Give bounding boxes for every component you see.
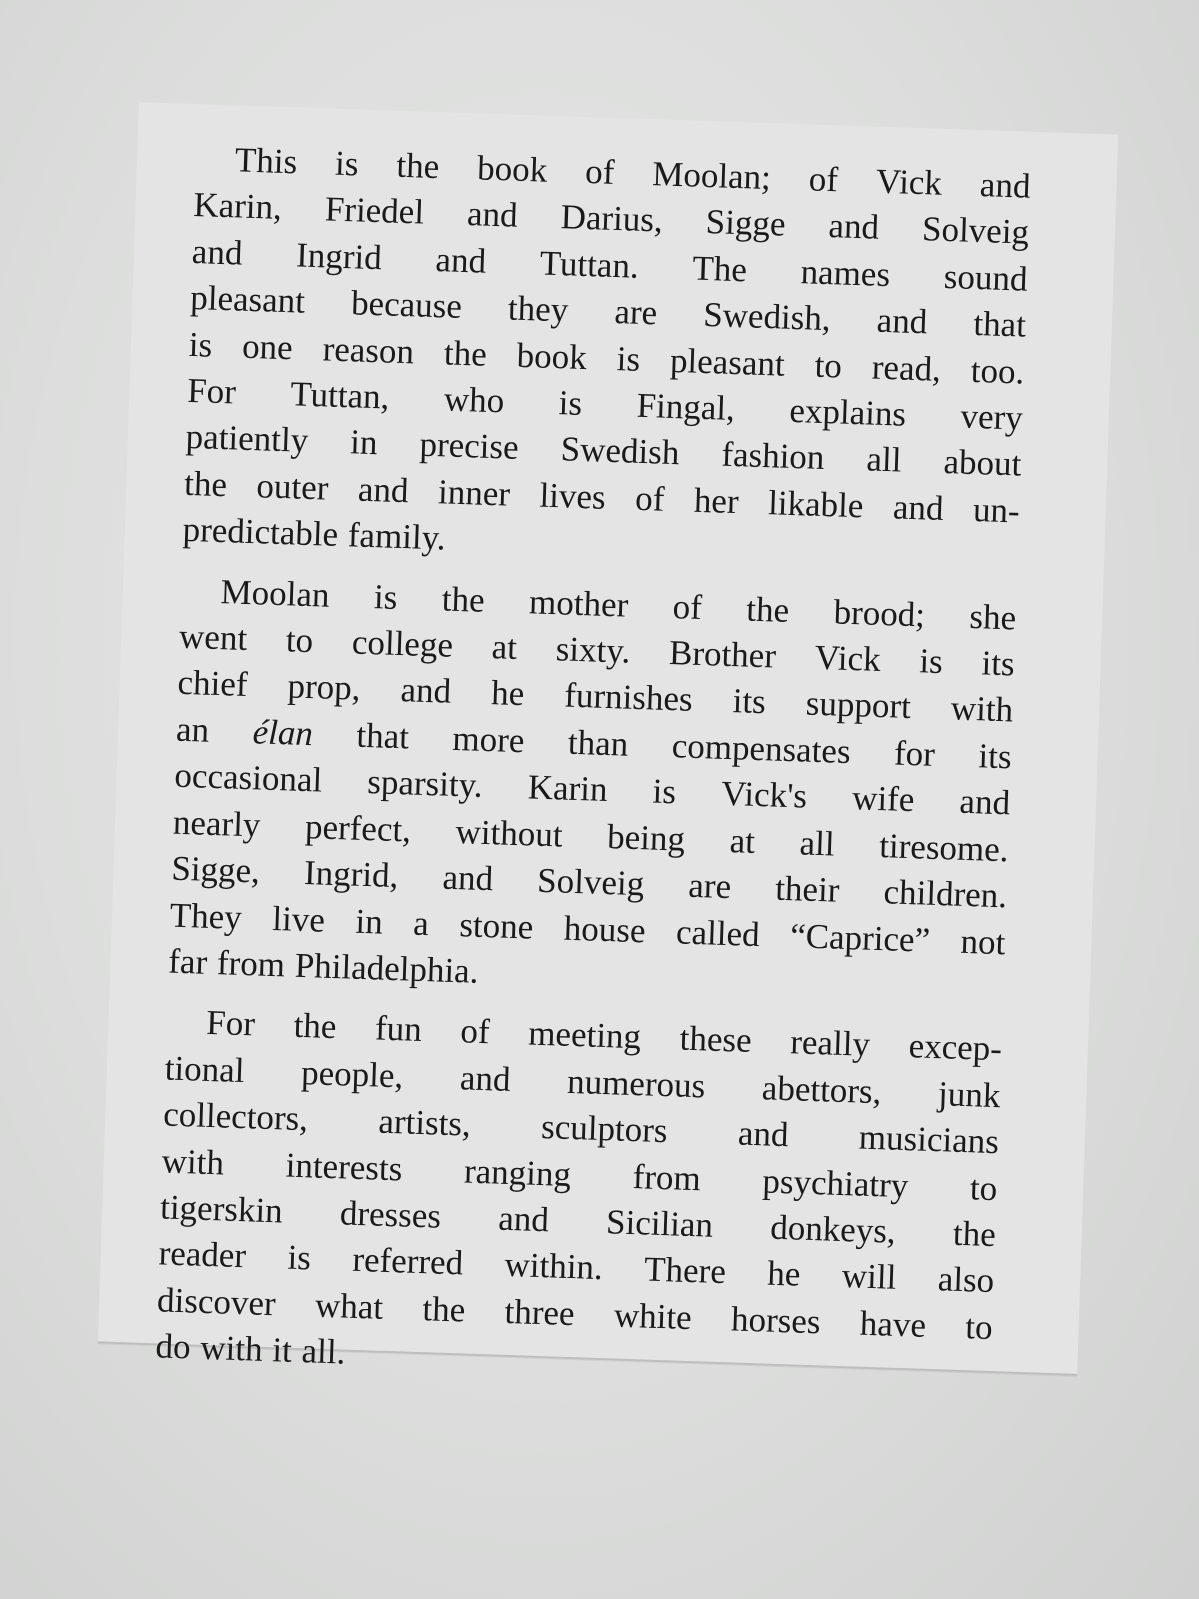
- word: Solveig: [536, 860, 645, 904]
- word: This: [234, 140, 298, 182]
- word: all.: [300, 1331, 346, 1372]
- word: There: [643, 1249, 727, 1292]
- word: nearly: [172, 802, 262, 845]
- word: are: [687, 865, 732, 907]
- word: he: [766, 1253, 802, 1295]
- word: For: [186, 370, 237, 412]
- word: sparsity.: [366, 762, 484, 806]
- word: more: [451, 718, 526, 761]
- word: ranging: [463, 1151, 572, 1194]
- word: one: [241, 326, 294, 367]
- word: artists,: [377, 1101, 472, 1144]
- word: Sigge: [705, 202, 787, 244]
- word: and: [466, 194, 519, 236]
- word: white: [613, 1295, 693, 1337]
- paragraph-1: [182, 136, 1031, 581]
- word: an: [175, 709, 210, 750]
- word: Tuttan,: [289, 374, 391, 417]
- word: support: [805, 684, 912, 727]
- word: chief: [176, 663, 249, 705]
- word: patiently: [185, 417, 309, 461]
- word: élan: [252, 712, 314, 754]
- word: family.: [347, 515, 447, 558]
- word: the: [745, 589, 790, 630]
- word: pleasant: [189, 278, 306, 321]
- word: is: [918, 641, 944, 682]
- word: discover: [156, 1280, 277, 1324]
- word: Tuttan.: [539, 243, 640, 286]
- word: perfect,: [304, 806, 412, 850]
- word: precise: [418, 425, 520, 468]
- word: mother: [528, 581, 629, 625]
- description-text: [154, 136, 1031, 1412]
- word: sound: [943, 256, 1029, 299]
- word: the: [952, 1213, 997, 1255]
- word: its: [732, 681, 767, 722]
- word: referred: [351, 1240, 464, 1283]
- word: is: [558, 383, 583, 423]
- word: live: [271, 898, 326, 940]
- word: junk: [937, 1073, 1002, 1115]
- word: donkeys,: [769, 1207, 897, 1251]
- word: book: [476, 148, 548, 190]
- word: Swedish: [560, 429, 680, 473]
- word: without: [455, 811, 564, 855]
- word: abettors,: [761, 1068, 883, 1111]
- word: horses: [730, 1299, 822, 1342]
- word: is: [334, 143, 360, 184]
- word: interests: [285, 1145, 403, 1188]
- word: of: [459, 1011, 491, 1052]
- word: “Caprice”: [789, 915, 931, 960]
- word: Fingal,: [636, 385, 736, 429]
- word: to: [285, 620, 314, 661]
- word: from: [632, 1156, 702, 1198]
- word: its: [977, 736, 1013, 777]
- word: to: [969, 1167, 998, 1208]
- word: their: [774, 868, 841, 910]
- word: college: [351, 622, 454, 665]
- word: Karin: [527, 767, 609, 810]
- word: furnishes: [563, 676, 694, 720]
- word: really: [789, 1022, 871, 1065]
- word: and: [737, 1113, 790, 1155]
- word: about: [942, 442, 1022, 484]
- word: and: [497, 1198, 550, 1240]
- word: because: [350, 283, 463, 327]
- word: he: [490, 673, 525, 714]
- word: people,: [300, 1052, 404, 1096]
- word: all: [865, 439, 903, 481]
- word: excep-: [908, 1026, 1003, 1069]
- word: the: [443, 332, 488, 374]
- word: and: [441, 857, 494, 899]
- word: and: [827, 206, 880, 248]
- paragraph-2: [168, 567, 1017, 1012]
- word: also: [937, 1259, 995, 1301]
- word: Ingrid: [295, 235, 383, 278]
- word: dresses: [339, 1193, 442, 1236]
- word: Swedish,: [702, 295, 832, 339]
- word: not: [960, 921, 1007, 962]
- word: Moolan: [220, 571, 331, 615]
- word: Brother: [668, 633, 777, 676]
- word: called: [675, 911, 761, 954]
- word: do: [154, 1326, 192, 1367]
- word: will: [841, 1256, 897, 1298]
- word: children.: [883, 872, 1008, 916]
- word: They: [169, 895, 243, 937]
- word: prop,: [287, 666, 362, 709]
- word: is: [616, 338, 641, 379]
- word: being: [606, 816, 686, 859]
- word: psychiatry: [761, 1160, 909, 1205]
- word: went: [178, 616, 248, 659]
- word: its: [980, 643, 1016, 684]
- word: wife: [851, 778, 916, 820]
- word: and: [876, 300, 928, 342]
- word: her: [693, 480, 740, 522]
- word: Darius,: [560, 197, 664, 240]
- word: collectors,: [162, 1094, 309, 1139]
- word: is: [286, 1238, 312, 1278]
- word: explains: [788, 390, 907, 434]
- word: that: [972, 304, 1027, 345]
- word: Vick: [814, 637, 882, 680]
- word: and: [958, 781, 1011, 823]
- word: brood;: [833, 592, 926, 635]
- word: pleasant: [669, 340, 786, 384]
- word: musicians: [858, 1117, 1000, 1162]
- word: likable: [767, 483, 865, 526]
- word: inner: [437, 472, 511, 514]
- word: of: [634, 478, 666, 519]
- word: and: [434, 239, 487, 281]
- word: she: [968, 596, 1017, 638]
- word: the: [441, 579, 486, 620]
- word: sculptors: [540, 1107, 669, 1151]
- word: Solveig: [921, 209, 1030, 253]
- word: sixty.: [555, 629, 631, 671]
- word: reason: [322, 328, 415, 371]
- word: and: [979, 165, 1032, 206]
- word: with: [950, 688, 1014, 730]
- word: fun: [374, 1008, 423, 1050]
- word: Ingrid,: [303, 853, 400, 896]
- word: within.: [503, 1245, 604, 1288]
- word: they: [507, 288, 569, 330]
- word: occasional: [173, 755, 323, 800]
- word: at: [729, 820, 756, 861]
- word: far: [167, 941, 208, 982]
- word: reader: [158, 1233, 247, 1276]
- word: have: [859, 1303, 927, 1345]
- word: the: [183, 463, 228, 505]
- word: a: [412, 903, 430, 943]
- word: Vick's: [720, 774, 808, 816]
- word: names: [800, 251, 891, 294]
- word: tigerskin: [159, 1187, 284, 1231]
- word: is: [373, 576, 399, 617]
- word: Vick: [875, 161, 943, 203]
- word: lives: [538, 475, 607, 517]
- word: house: [563, 908, 647, 950]
- word: than: [567, 722, 629, 764]
- word: the: [293, 1006, 338, 1047]
- word: Philadelphia.: [294, 945, 480, 991]
- word: to: [814, 345, 843, 386]
- word: who: [443, 379, 505, 421]
- word: from: [216, 943, 286, 985]
- word: and: [459, 1058, 512, 1099]
- word: outer: [255, 466, 330, 508]
- word: all: [799, 823, 836, 864]
- book-jacket-clipping: [98, 102, 1119, 1376]
- word: and: [892, 487, 945, 528]
- word: numerous: [566, 1061, 706, 1106]
- word: of: [584, 151, 616, 192]
- word: in: [349, 422, 379, 463]
- word: is: [188, 324, 213, 365]
- word: and: [191, 231, 244, 273]
- word: fashion: [720, 435, 826, 478]
- word: tional: [164, 1048, 246, 1090]
- word: to: [964, 1306, 994, 1347]
- word: three: [504, 1291, 576, 1333]
- word: is: [652, 771, 677, 812]
- word: of: [672, 586, 703, 627]
- word: these: [679, 1018, 753, 1061]
- word: with: [161, 1140, 225, 1183]
- word: Sigge,: [170, 848, 261, 891]
- word: Sicilian: [605, 1202, 714, 1245]
- word: tiresome.: [878, 825, 1010, 870]
- word: very: [960, 396, 1024, 438]
- word: that: [355, 715, 410, 757]
- word: Friedel: [324, 189, 425, 233]
- word: what: [314, 1285, 384, 1327]
- word: un-: [972, 489, 1021, 531]
- word: the: [421, 1288, 466, 1330]
- word: For: [205, 1003, 256, 1044]
- word: at: [491, 627, 518, 667]
- word: too.: [970, 350, 1025, 392]
- word: The: [691, 248, 748, 290]
- word: and: [399, 670, 452, 712]
- word: read,: [871, 347, 942, 389]
- word: and: [357, 469, 410, 511]
- word: are: [613, 292, 658, 333]
- word: compensates: [671, 726, 852, 771]
- word: meeting: [527, 1013, 642, 1057]
- word: Moolan;: [651, 154, 772, 198]
- word: in: [354, 901, 384, 942]
- word: predictable: [182, 510, 339, 555]
- word: of: [808, 159, 839, 200]
- word: for: [893, 733, 936, 774]
- word: book: [516, 335, 588, 377]
- paragraph-3: [155, 999, 1003, 1398]
- word: with: [199, 1327, 264, 1370]
- word: it: [271, 1330, 293, 1370]
- word: Karin,: [192, 185, 283, 228]
- word: stone: [458, 904, 534, 947]
- word: the: [395, 145, 440, 187]
